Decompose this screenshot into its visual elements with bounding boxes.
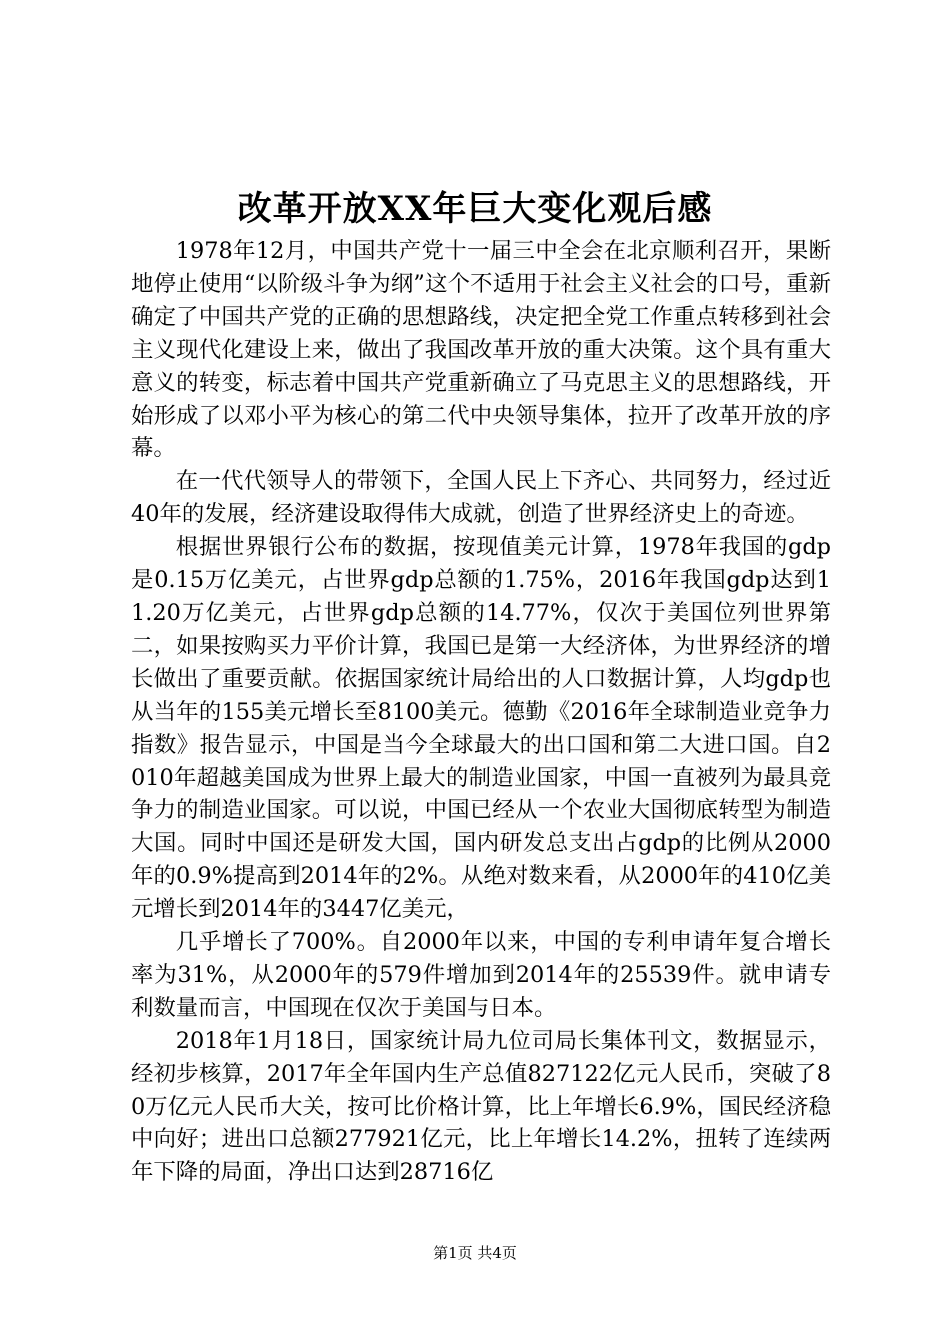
paragraph-3: 根据世界银行公布的数据，按现值美元计算，1978年我国的gdp是0.15万亿美元，占世界gdp总额的1.75%，2016年我国gdp达到11.20万亿美元，占世界gdp总额的14.77%，仅次于美国位列世界第二，如果按购买力平价计算，我国已是第一大经济体，为世界经济的增长做出了重要贡献。依据国家统计局给出的人口数据计算，人均gdp也从当年的155美元增长至8100美元。德勤《2016年全球制造业竞争力指数》报告显示，中国是当今全球最大的出口国和第二大进口国。自2010年超越美国成为世界上最大的制造业国家，中国一直被列为最具竞争力的制造业国家。可以说，中国已经从一个农业大国彻底转型为制造大国。同时中国还是研发大国，国内研发总支出占gdp的比例从2000年的0.9%提高到2014年的2%。从绝对数来看，从2000年的410亿美元增长到2014年的3447亿美元，	[131, 534, 831, 923]
paragraph-4: 几乎增长了700%。自2000年以来，中国的专利申请年复合增长率为31%，从2000年的579件增加到2014年的25539件。就申请专利数量而言，中国现在仅次于美国与日本。	[131, 929, 831, 1021]
paragraph-1: 1978年12月，中国共产党十一届三中全会在北京顺利召开，果断地停止使用“以阶级斗争为纲”这个不适用于社会主义社会的口号，重新确定了中国共产党的正确的思想路线，决定把全党工作重点转移到社会主义现代化建设上来，做出了我国改革开放的重大决策。这个具有重大意义的转变，标志着中国共产党重新确立了马克思主义的思想路线，开始形成了以邓小平为核心的第二代中央领导集体，拉开了改革开放的序幕。	[131, 238, 831, 462]
document-title: 改革开放XX年巨大变化观后感	[237, 189, 713, 229]
paragraph-2: 在一代代领导人的带领下，全国人民上下齐心、共同努力，经过近40年的发展，经济建设取得伟大成就，创造了世界经济史上的奇迹。	[131, 468, 831, 528]
document-body	[131, 235, 831, 1189]
paragraph-5: 2018年1月18日，国家统计局九位司局长集体刊文，数据显示，经初步核算，2017年全年国内生产总值827122亿元人民币，突破了80万亿元人民币大关，按可比价格计算，比上年增长6.9%，国民经济稳中向好；进出口总额277921亿元，比上年增长14.2%，扭转了连续两年下降的局面，净出口达到28716亿	[131, 1027, 831, 1186]
page-footer: 第1页 共4页	[433, 1244, 517, 1262]
